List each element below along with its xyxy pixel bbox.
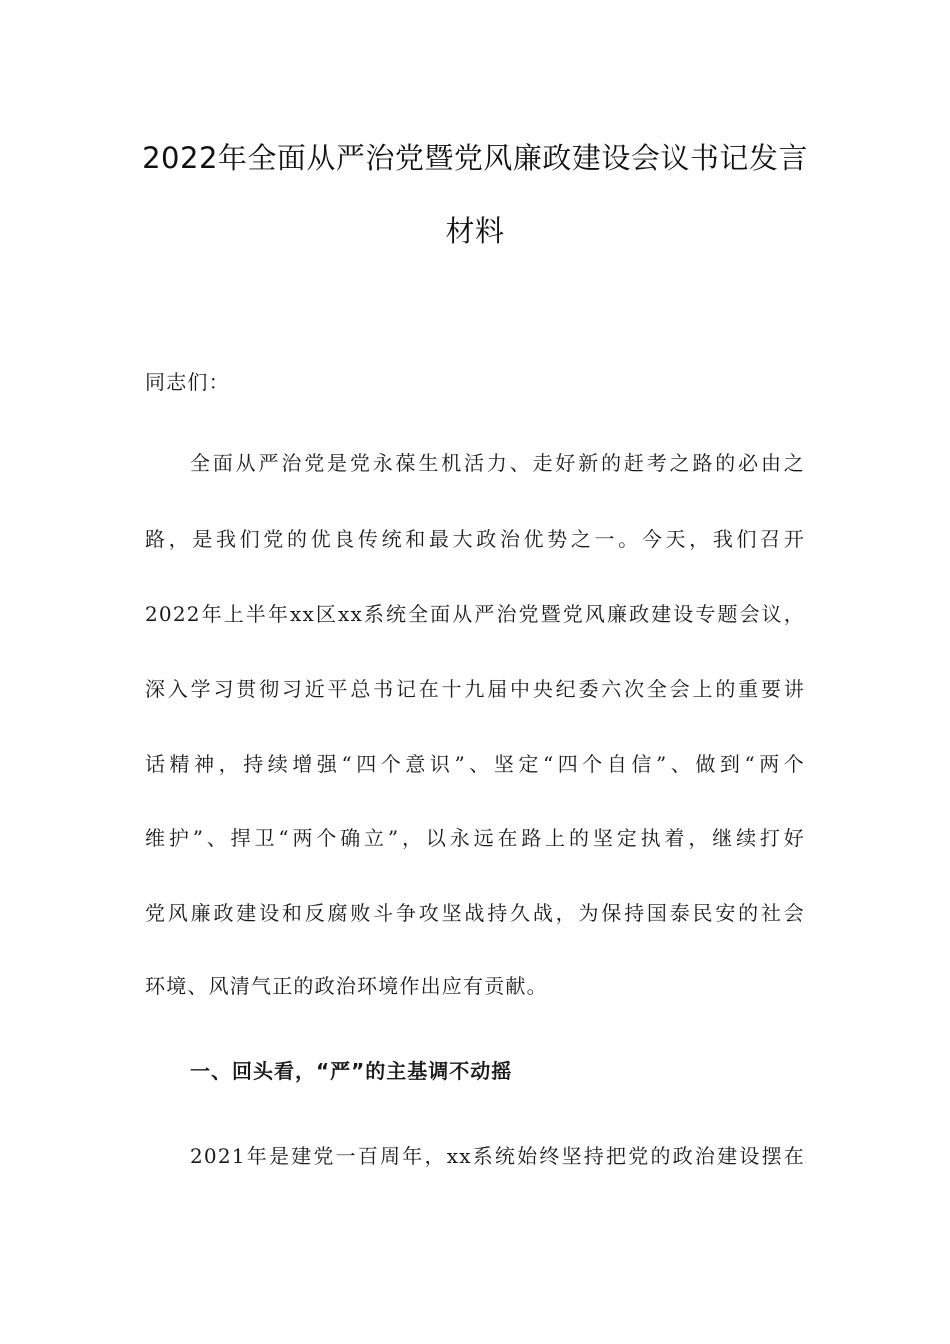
- salutation: 同志们：: [145, 370, 230, 394]
- document-title-line-2: 材料: [445, 214, 505, 248]
- paragraph-1-line-1: 全面从严治党是党永葆生机活力、走好新的赶考之路的必由之: [190, 451, 805, 475]
- paragraph-1-line-5: 话精神，持续增强“四个意识”、坚定“四个自信”、做到“两个: [145, 752, 805, 776]
- paragraph-1-line-2: 路，是我们党的优良传统和最大政治优势之一。今天，我们召开: [145, 527, 805, 551]
- paragraph-1-line-3: 2022年上半年xx区xx系统全面从严治党暨党风廉政建设专题会议，: [145, 602, 805, 626]
- paragraph-1-line-6: 维护”、捍卫“两个确立”，以永远在路上的坚定执着，继续打好: [145, 826, 805, 850]
- paragraph-1-line-8: 环境、风清气正的政治环境作出应有贡献。: [145, 974, 548, 998]
- paragraph-2-line-1: 2021年是建党一百周年，xx系统始终坚持把党的政治建设摆在: [190, 1144, 805, 1168]
- paragraph-1-line-7: 党风廉政建设和反腐败斗争攻坚战持久战，为保持国泰民安的社会: [145, 901, 805, 925]
- section-1-heading: 一、回头看，“严”的主基调不动摇: [190, 1059, 513, 1083]
- paragraph-1-line-4: 深入学习贯彻习近平总书记在十九届中央纪委六次全会上的重要讲: [145, 677, 805, 701]
- document-title-line-1: 2022年全面从严治党暨党风廉政建设会议书记发言: [142, 141, 808, 175]
